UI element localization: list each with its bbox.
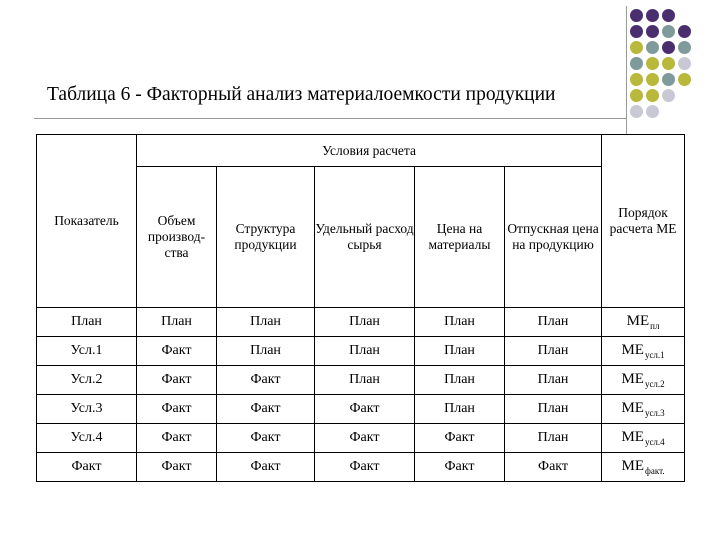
- decorative-dot: [646, 9, 659, 22]
- table-cell: Факт: [415, 453, 505, 482]
- decorative-dot: [678, 25, 691, 38]
- table-row: [37, 337, 685, 366]
- table-cell: Факт: [137, 366, 217, 395]
- decorative-dot: [630, 57, 643, 70]
- table-cell: План: [315, 337, 415, 366]
- decorative-dot: [662, 89, 675, 102]
- table-cell: Факт: [217, 395, 315, 424]
- header-product-structure: Структура продукции: [217, 167, 315, 308]
- table-cell: План: [415, 337, 505, 366]
- me-cell: [602, 395, 685, 424]
- decorative-dot: [662, 57, 675, 70]
- table-cell: Факт: [137, 337, 217, 366]
- me-subscript: факт.: [645, 466, 665, 476]
- decorative-dot: [630, 9, 643, 22]
- header-calculation-order: Порядок расчета МЕ: [602, 135, 685, 308]
- header-row-group: [37, 135, 685, 167]
- header-material-price: Цена на материалы: [415, 167, 505, 308]
- row-label: Усл.1: [37, 337, 137, 366]
- me-cell: [602, 337, 685, 366]
- table-cell: Факт: [137, 395, 217, 424]
- table-cell: План: [505, 395, 602, 424]
- table-cell: План: [217, 308, 315, 337]
- decorative-dot: [662, 41, 675, 54]
- decorative-dot: [646, 25, 659, 38]
- table-body: [37, 135, 685, 482]
- table-cell: План: [505, 366, 602, 395]
- table-cell: Факт: [505, 453, 602, 482]
- row-label: План: [37, 308, 137, 337]
- table-cell: План: [505, 424, 602, 453]
- table-cell: План: [505, 337, 602, 366]
- title-underline: [34, 118, 626, 119]
- me-subscript: пл: [650, 321, 660, 331]
- decorative-dot: [662, 25, 675, 38]
- row-label: Усл.4: [37, 424, 137, 453]
- table-cell: Факт: [217, 366, 315, 395]
- me-symbol: МЕ: [621, 371, 644, 387]
- table-cell: План: [315, 366, 415, 395]
- decorative-dot: [646, 73, 659, 86]
- table-cell: План: [505, 308, 602, 337]
- table-row: [37, 308, 685, 337]
- me-cell: [602, 308, 685, 337]
- decorative-dot: [678, 57, 691, 70]
- me-subscript: усл.4: [644, 437, 665, 447]
- table-cell: План: [415, 395, 505, 424]
- me-subscript: усл.2: [644, 379, 665, 389]
- me-symbol: МЕ: [621, 400, 644, 416]
- table-cell: Факт: [315, 395, 415, 424]
- decorative-dot: [662, 9, 675, 22]
- header-specific-consumption: Удельный расход сырья: [315, 167, 415, 308]
- table-row: [37, 424, 685, 453]
- table-row: [37, 395, 685, 424]
- decorative-dot-grid: [630, 9, 720, 129]
- table-cell: Факт: [217, 453, 315, 482]
- header-calculation-conditions: Условия расчета: [137, 135, 602, 167]
- me-symbol: МЕ: [621, 458, 645, 474]
- table-cell: План: [415, 308, 505, 337]
- row-label: Факт: [37, 453, 137, 482]
- me-symbol: МЕ: [621, 429, 644, 445]
- table-cell: План: [415, 366, 505, 395]
- decorative-dot: [678, 73, 691, 86]
- me-cell: [602, 366, 685, 395]
- me-cell: [602, 424, 685, 453]
- page-title: Таблица 6 - Факторный анализ материалоемкости продукции: [47, 84, 556, 105]
- decorative-dot: [662, 73, 675, 86]
- decorative-dot: [630, 25, 643, 38]
- table-row: [37, 453, 685, 482]
- decorative-dot: [630, 89, 643, 102]
- factor-analysis-table: [36, 134, 685, 482]
- me-cell: [602, 453, 685, 482]
- table-cell: План: [137, 308, 217, 337]
- table-cell: План: [315, 308, 415, 337]
- header-production-volume: Объем производ-ства: [137, 167, 217, 308]
- me-symbol: МЕ: [626, 313, 650, 329]
- row-label: Усл.2: [37, 366, 137, 395]
- decorative-dot: [630, 41, 643, 54]
- header-sale-price: Отпускная цена на продукцию: [505, 167, 602, 308]
- decorative-dot: [630, 105, 643, 118]
- table-cell: Факт: [315, 424, 415, 453]
- decorative-dot: [678, 41, 691, 54]
- me-symbol: МЕ: [621, 342, 644, 358]
- decorative-dot: [646, 41, 659, 54]
- table-cell: Факт: [415, 424, 505, 453]
- row-label: Усл.3: [37, 395, 137, 424]
- decorative-vertical-line: [626, 6, 627, 134]
- decorative-dot: [646, 57, 659, 70]
- me-subscript: усл.1: [644, 350, 665, 360]
- table-cell: Факт: [217, 424, 315, 453]
- decorative-dot: [646, 89, 659, 102]
- decorative-dot: [646, 105, 659, 118]
- header-indicator: Показатель: [37, 135, 137, 308]
- table-row: [37, 366, 685, 395]
- table-cell: Факт: [137, 424, 217, 453]
- table-cell: Факт: [137, 453, 217, 482]
- me-subscript: усл.3: [644, 408, 665, 418]
- table-cell: План: [217, 337, 315, 366]
- decorative-dot: [630, 73, 643, 86]
- table-cell: Факт: [315, 453, 415, 482]
